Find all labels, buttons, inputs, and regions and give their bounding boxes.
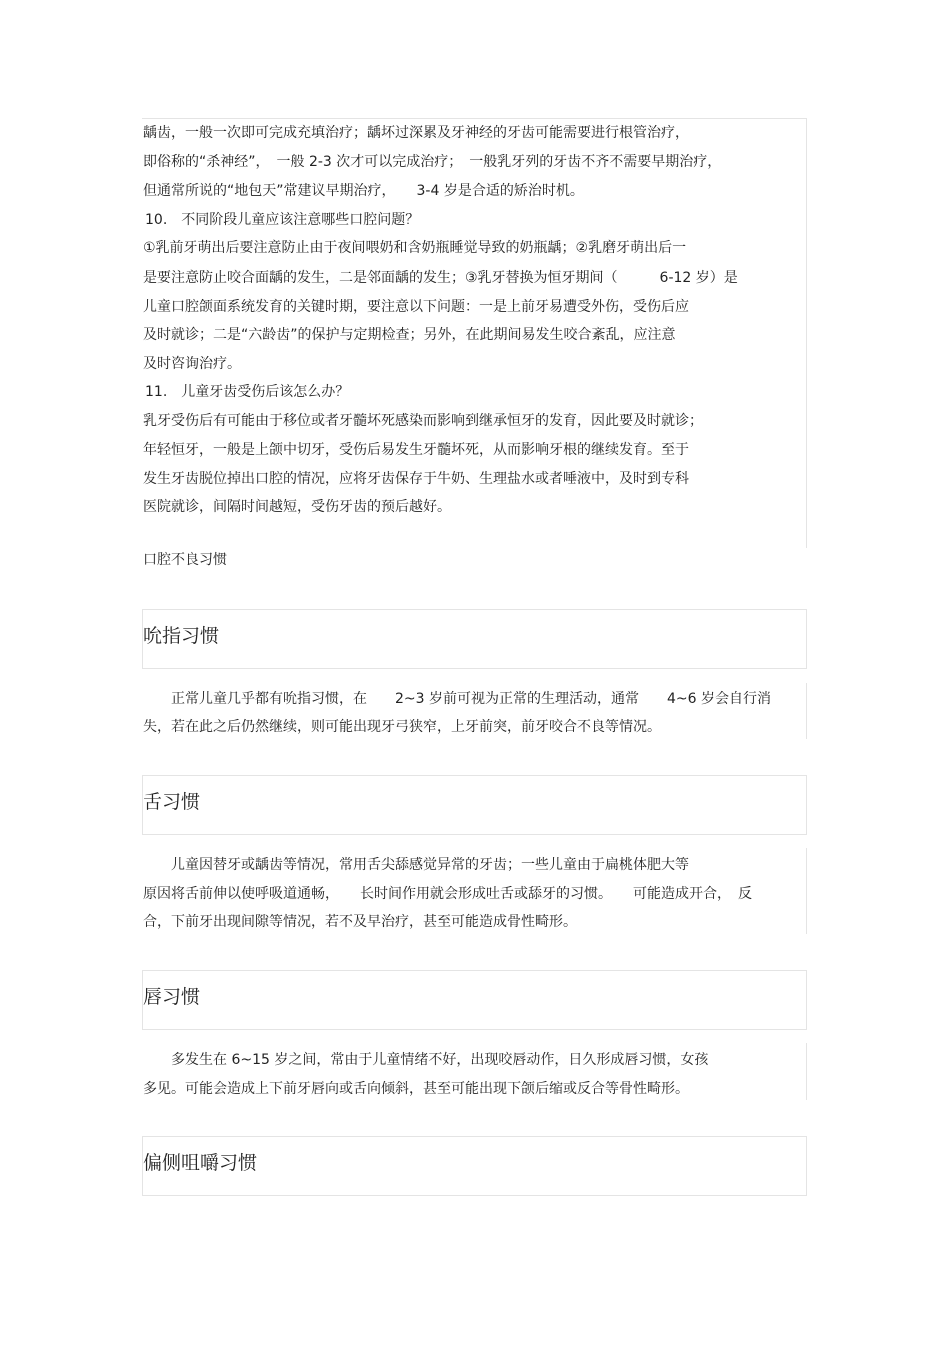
question-heading: 10. 不同阶段儿童应该注意哪些口腔问题？	[145, 212, 420, 228]
qa-line: 医院就诊，间隔时间越短，受伤牙齿的预后越好。	[143, 499, 451, 515]
habit-heading: 舌习惯	[143, 791, 201, 813]
habit-line: 失，若在此之后仍然继续，则可能出现牙弓狭窄，上牙前突，前牙咬合不良等情况。	[143, 719, 661, 735]
habit-line: 合，下前牙出现间隙等情况，若不及早治疗，甚至可能造成骨性畸形。	[143, 914, 577, 930]
habit-heading-box	[142, 609, 807, 669]
habit-heading-box	[142, 775, 807, 835]
qa-line: 发生牙齿脱位掉出口腔的情况，应将牙齿保存于牛奶、生理盐水或者唾液中，及时到专科	[143, 471, 689, 487]
qa-line: ①乳前牙萌出后要注意防止由于夜间喂奶和含奶瓶睡觉导致的奶瓶龋；②乳磨牙萌出后一	[143, 240, 687, 256]
qa-line: 龋齿，一般一次即可完成充填治疗；龋坏过深累及牙神经的牙齿可能需要进行根管治疗，	[143, 125, 689, 141]
habit-body-right-border	[806, 848, 807, 934]
qa-frame-top	[142, 118, 807, 119]
qa-line: 即俗称的“杀神经”， 一般 2-3 次才可以完成治疗； 一般乳牙列的牙齿不齐不需要早期治疗，	[143, 154, 722, 170]
qa-line: 但通常所说的“地包天”常建议早期治疗， 3-4 岁是合适的矫治时机。	[143, 183, 584, 199]
habit-heading: 吮指习惯	[143, 625, 220, 647]
qa-line: 儿童口腔颌面系统发育的关键时期，要注意以下问题：一是上前牙易遭受外伤，受伤后应	[143, 299, 689, 315]
habit-line: 正常儿童几乎都有吮指习惯，在 2~3 岁前可视为正常的生理活动，通常 4~6 岁会自行消	[143, 691, 771, 707]
habit-body-right-border	[806, 683, 807, 739]
qa-line: 及时就诊；二是“六龄齿”的保护与定期检查；另外，在此期间易发生咬合紊乱，应注意	[143, 327, 676, 343]
habit-body-right-border	[806, 1043, 807, 1100]
qa-line: 是要注意防止咬合面龋的发生，二是邻面龋的发生；③乳牙替换为恒牙期间（ 6-12 岁）是	[143, 270, 738, 286]
habit-line: 多见。可能会造成上下前牙唇向或舌向倾斜，甚至可能出现下颌后缩或反合等骨性畸形。	[143, 1081, 689, 1097]
habit-line: 儿童因替牙或龋齿等情况，常用舌尖舔感觉异常的牙齿；一些儿童由于扁桃体肥大等	[143, 857, 689, 873]
habit-heading-box	[142, 970, 807, 1030]
qa-line: 及时咨询治疗。	[143, 356, 241, 372]
qa-line: 年轻恒牙，一般是上颌中切牙，受伤后易发生牙髓坏死，从而影响牙根的继续发育。至于	[143, 442, 689, 458]
question-heading: 11. 儿童牙齿受伤后该怎么办？	[145, 384, 350, 400]
habit-line: 多发生在 6~15 岁之间，常由于儿童情绪不好，出现咬唇动作，日久形成唇习惯，女孩	[143, 1052, 709, 1068]
qa-frame-right	[806, 118, 807, 548]
habit-heading: 唇习惯	[143, 986, 201, 1008]
habit-line: 原因将舌前伸以使呼吸道通畅， 长时间作用就会形成吐舌或舔牙的习惯。 可能造成开合， 反	[143, 886, 752, 902]
section-title: 口腔不良习惯	[143, 552, 227, 568]
habit-heading: 偏侧咀嚼习惯	[143, 1152, 258, 1174]
qa-line: 乳牙受伤后有可能由于移位或者牙髓坏死感染而影响到继承恒牙的发育，因此要及时就诊；	[143, 413, 703, 429]
